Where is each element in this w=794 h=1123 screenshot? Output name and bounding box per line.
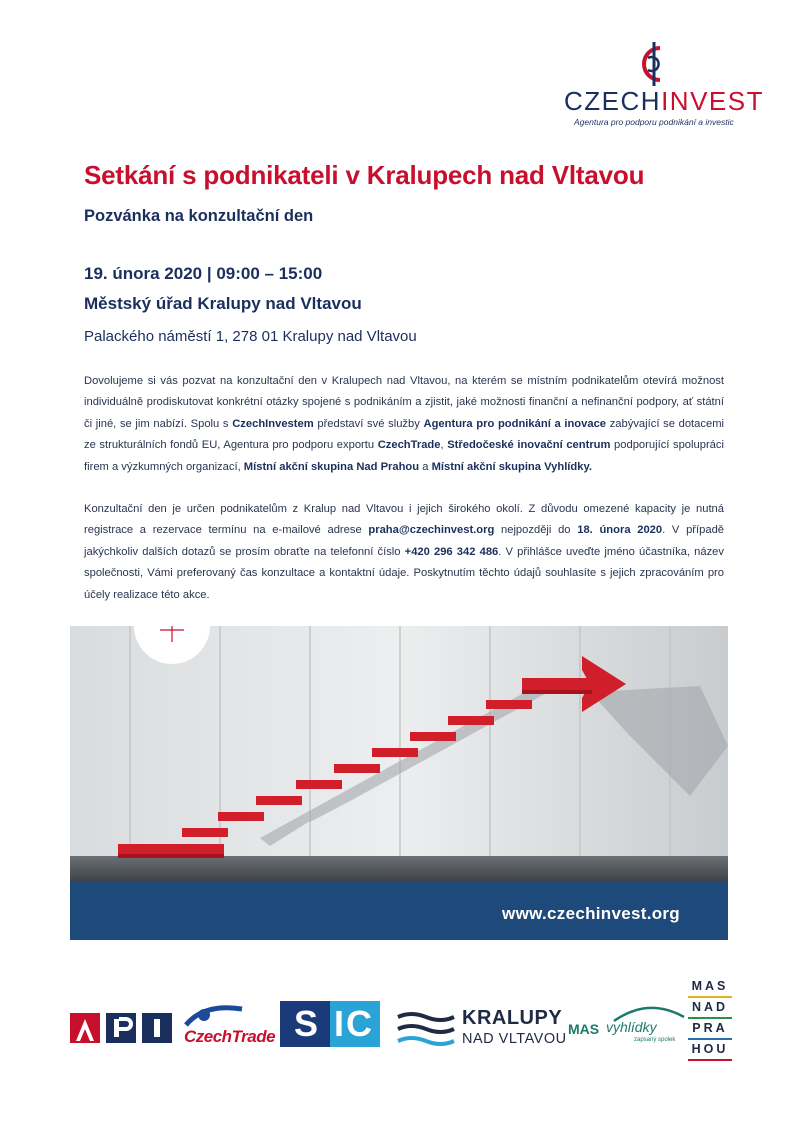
czechinvest-wordmark: CZECHINVEST bbox=[564, 86, 764, 116]
page-subtitle: Pozvánka na konzultační den bbox=[84, 207, 314, 225]
kralupy-logo: KRALUPY NAD VLTAVOU bbox=[396, 1005, 564, 1051]
page-title: Setkání s podnikateli v Kralupech nad Vltavou bbox=[84, 160, 645, 190]
kralupy-waves-icon bbox=[396, 1009, 456, 1049]
czechinvest-symbol-icon bbox=[640, 42, 668, 86]
event-date-time: 19. února 2020 | 09:00 – 15:00 bbox=[84, 264, 323, 283]
sic-logo: S IC bbox=[280, 1001, 380, 1047]
hero-image bbox=[70, 626, 728, 940]
event-address: Palackého náměstí 1, 278 01 Kralupy nad Vltavou bbox=[84, 328, 417, 345]
api-logo bbox=[70, 1013, 178, 1043]
divider bbox=[688, 996, 732, 998]
czechtrade-logo: CzechTrade bbox=[184, 1003, 270, 1051]
divider bbox=[688, 1059, 732, 1061]
mas-nad-prahou-logo: MAS NAD PRA HOU bbox=[686, 979, 734, 1065]
czechtrade-globe-icon bbox=[184, 1003, 244, 1027]
divider bbox=[688, 1017, 732, 1019]
czechinvest-logo bbox=[560, 42, 764, 127]
hero-website-link[interactable]: www.czechinvest.org bbox=[502, 904, 680, 923]
mas-vyhlidky-logo: MAS vyhlídky zapsaný spolek bbox=[568, 1003, 686, 1049]
registration-paragraph: Konzultační den je určen podnikatelům z Kralup nad Vltavou i jejich širokého okolí. Z důvodu omezené kapacity je nutná registrace a rezervace termínu na e-mailové adrese praha@czechinvest.org nejpozději do 18. února 2020. V případě jakýchkoliv dalších dotazů se prosím obraťte na telefonní číslo +420 296 342 486. V přihlášce uveďte jméno účastníka, název společnosti, Vámi preferovaný čas konzultace a kontaktní údaje. Poskytnutím těchto údajů souhlasíte s jejich zpracováním pro účely realizace této akce. bbox=[84, 503, 725, 601]
phone-number[interactable]: +420 296 342 486 bbox=[404, 545, 499, 558]
partner-logos bbox=[70, 975, 740, 1065]
registration-email-link[interactable]: praha@czechinvest.org bbox=[368, 524, 495, 537]
hero-url-band bbox=[70, 882, 728, 940]
event-venue: Městský úřad Kralupy nad Vltavou bbox=[84, 294, 362, 313]
czechinvest-tagline: Agentura pro podporu podnikání a investic bbox=[574, 117, 734, 127]
intro-paragraph: Dovolujeme si vás pozvat na konzultační den v Kralupech nad Vltavou, na kterém se místním podnikatelům otevírá možnost individuálně prodiskutovat konkrétní otázky spojené s podnikáním a zjistit, jaké možnosti finanční a nefinanční podpory, ať státní či jiné, se jim nabízí. Spolu s CzechInvestem představí své služby Agentura pro podnikání a inovace zabývající se dotacemi ze strukturálních fondů EU, Agentura pro podporu exportu CzechTrade, Středočeské inovační centrum podporující spolupráci firem a výzkumných organizací, Místní akční skupina Nad Prahou a Místní akční skupina Vyhlídky. bbox=[84, 375, 724, 473]
divider bbox=[688, 1038, 732, 1040]
stairs-arrow-illustration bbox=[70, 626, 728, 882]
